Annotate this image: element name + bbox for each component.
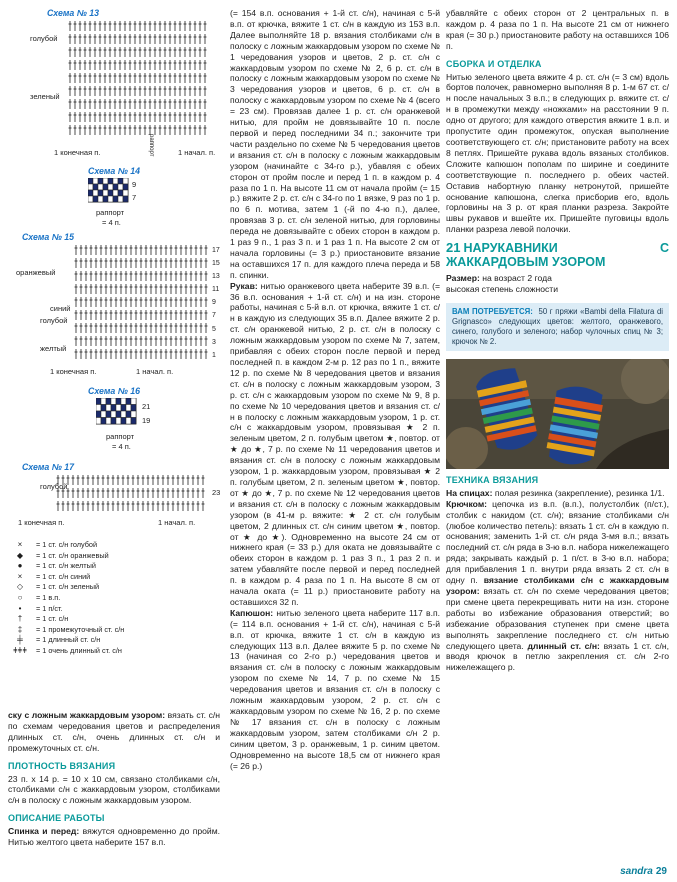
chart-cell bbox=[113, 190, 118, 196]
chart-cell bbox=[106, 405, 111, 412]
chart-cell bbox=[121, 398, 126, 405]
chart-cell bbox=[111, 411, 116, 418]
hood-text: нитью зеленого цвета наберите 117 в.п. (= 114 в.п. основания + 1-й ст. с/н), начиная с 5-й в.п. от крючка, вяжите 1 ст. с/н в каждую из следующих 113 в.п. Далее вяжите 5 р. по схеме № 13 (начиная со 2-го р.) чередования цветов и вязания ст. с/н в полоску с ложным жаккардовым узором по схеме № 14, 7 р. по схеме № 15 чередования цветов и вязания ст. с/н в полоску с ложным жаккардовым узором, 2 р. ст. с/н с жаккардовым узором по схеме № 16, 2 р. по схеме № 17 вязания ст. с/н в полоску с ложным жаккардовым узором, затем столбиками с/н 2 р. синим цветом, 3 р. оранжевым, 1 р. синим цветом. Одновременно на высоте 18,5 см от нижнего края (= 26 р.) bbox=[230, 607, 440, 771]
scheme-rapport: раппорт bbox=[96, 208, 125, 217]
legend-item bbox=[8, 540, 220, 551]
chart-cell bbox=[101, 405, 106, 412]
assembly-text: Нитью зеленого цвета вяжите 4 р. ст. с/н (= 3 см) вдоль бортов полочек, равномерно выполняя 8 р. 1-м 67 ст. с/н после начальных 3 в.п.; в следующих р. вяжите ст. с/н в промежутки между «ножками» на расстоянии 9 п. одно от другого; для каждого отверстия вяжите 1 в.п. и пропустите один промежуток, опуская выполнение соответствующего ст. с/н; пристановите работу на всех 8 петлях. Пришейте рукава вдоль вязаных столбиков. Сложите капюшон пополам по ширине и соедините соответствующие п. последнего р. обеих частей. Оставив набортную планку нетронутой, пришейте основание капюшона, слегка присборив его, вдоль горловины на 3 р. от края планки разреза. Закройте швы рукавов и вшейте их. Пришейте пуговицы вдоль планки разреза левой полочки. bbox=[446, 71, 669, 235]
legend-symbol: • bbox=[18, 603, 22, 613]
scheme-bottom-right: 1 начал. п. bbox=[158, 518, 196, 527]
scheme-16 bbox=[8, 386, 220, 462]
legend-item bbox=[8, 635, 220, 646]
difficulty-line: высокая степень сложности bbox=[446, 284, 559, 295]
chart-cell bbox=[96, 405, 101, 412]
middle-column bbox=[230, 8, 440, 771]
chart-cell bbox=[123, 196, 128, 202]
jacquard-text: вязать ст. с/н по схемам чередования цветов и распределения длинных ст. с/н, очень длинных ст. с/н и промежуточных ст. с/н. bbox=[8, 710, 221, 753]
scheme-bottom-left: 1 конечная п. bbox=[50, 367, 97, 376]
row-number: 7 bbox=[212, 312, 216, 320]
chart-cell bbox=[111, 405, 116, 412]
scheme-rapport: раппорт bbox=[106, 432, 135, 441]
scheme-14 bbox=[8, 166, 220, 232]
needles-label: На спицах: bbox=[446, 487, 493, 498]
legend-item bbox=[8, 551, 220, 562]
chart-cell bbox=[121, 405, 126, 412]
scheme-label-orange: оранжевый bbox=[16, 268, 56, 277]
legend-text: = 1 ст. с/н оранжевый bbox=[36, 550, 109, 560]
row-number: 5 bbox=[212, 325, 216, 333]
needles-text: полая резинка (закрепление), резинка 1/1. bbox=[492, 487, 665, 498]
row-number: 17 bbox=[212, 247, 220, 254]
scheme-rapport-count: = 4 п. bbox=[112, 442, 131, 451]
description-heading: ОПИСАНИЕ РАБОТЫ bbox=[8, 813, 105, 824]
chart-cell bbox=[126, 411, 131, 418]
needles-paragraph bbox=[446, 488, 669, 499]
legend-symbol: × bbox=[17, 540, 23, 549]
scheme-bottom-right: 1 начал. п. bbox=[136, 367, 174, 376]
scheme-15-chart bbox=[8, 243, 220, 375]
legend-item bbox=[8, 561, 220, 572]
chart-cell bbox=[108, 184, 113, 190]
scheme-14-chart bbox=[88, 178, 168, 208]
chart-cell bbox=[116, 411, 121, 418]
scheme-rapport: раппорт bbox=[148, 134, 154, 157]
legend-text: = 1 ст. с/н голубой bbox=[36, 540, 98, 549]
scheme-title: Схема № 15 bbox=[21, 232, 75, 242]
jacquard-technique-label: вязание столбиками с/н с жаккардовым узором: bbox=[446, 575, 669, 596]
chart-cell bbox=[88, 190, 93, 196]
chart-cell bbox=[106, 418, 111, 425]
chart-cell bbox=[118, 184, 123, 190]
legend-symbol: ‡ bbox=[17, 624, 23, 634]
chart-cell bbox=[96, 411, 101, 418]
legend-text: = 1 очень длинный ст. с/н bbox=[36, 645, 122, 655]
legend-item bbox=[8, 614, 220, 625]
chart-cell bbox=[98, 190, 103, 196]
size-label: Размер: bbox=[446, 273, 480, 284]
symbol-legend bbox=[8, 540, 220, 704]
chart-cell bbox=[113, 178, 118, 184]
chart-cell bbox=[108, 190, 113, 196]
body-paragraph: (= 154 в.п. основания + 1-й ст. с/н), начиная с 5-й в.п. от крючка, вяжите 1 ст. с/н в каждую из 153 в.п. Далее выполняйте 18 р. вязания столбиками с/н в полоску с ложным жаккардовым узором по схеме № 1 чередования узоров и цветов, 2 р. ст. с/н с жаккардовым узором по схеме № 2, 6 р. ст. с/н в полоску с ложным жаккардовым узором по схеме № 3 чередования узоров и цветов, 6 р. ст. с/н в полоску с жаккардовым узором по схеме № 4 (всего = 23 см). Провязав далее 1 р. ст. с/н оранжевой нитью, для пройм не довязывайте 10 п. после первой и перед последними 34 п.; закончите три части раздельно по схеме № 5 чередования цветов и вязания ст. с/н в полоску с ложным жаккардовым узором (начинайте с 34-го р.), убавляя с обеих сторон от пройм после и перед 1 п. в каждом р. 4 раза по 1 п. На высоте 11 см от начала пройм (= 15 р.) вяжите 2 р. ст. с/н с 34-го по 1 вязке, 9 раз по 1 р. по 6 п. мотива, затем 1 (-й по 4-ю п.), далее, провязав 3 р. ст. с/н зеленой нитью, для горловины переда не довязывайте с обеих сторон в каждом р. 1 раз 9 п., 1 раз 3 п. и 1 раз 1 п. На высоте 2 см от начала горловины (= 3 р.) приостановите вязание на оставшихся 17 п. для каждого плеча переда и 58 п. спинки. bbox=[230, 8, 441, 280]
chart-cell bbox=[93, 178, 98, 184]
chart-cell bbox=[108, 196, 113, 202]
magazine-brand: sandra bbox=[620, 866, 653, 877]
row-number: 3 bbox=[212, 338, 216, 346]
chart-cell bbox=[96, 398, 101, 405]
chart-cell bbox=[106, 411, 111, 418]
legend-symbol: ● bbox=[17, 561, 23, 571]
row-number: 1 bbox=[212, 351, 216, 359]
chart-cell bbox=[116, 398, 121, 405]
legend-symbol: ◇ bbox=[16, 582, 24, 592]
chart-cell bbox=[123, 190, 128, 196]
legend-text: = 1 ст. с/н желтый bbox=[36, 561, 96, 571]
legend-text: = 1 ст. с/н зеленый bbox=[36, 582, 100, 592]
chart-cell bbox=[118, 196, 123, 202]
row-number: 13 bbox=[212, 273, 220, 281]
size-text: на возраст 2 года bbox=[479, 273, 552, 284]
chart-cell bbox=[98, 184, 103, 190]
back-front-paragraph bbox=[8, 826, 220, 848]
materials-text: 50 г пряжи «Bambi della Filatura di Grignasco» следующих цветов: желтого, оранжевого, синего, голубого и зеленого; набор чулочных спиц № 3; крючок № 2. bbox=[452, 306, 664, 346]
hook-label: Крючком: bbox=[446, 498, 488, 509]
long-stitch-text: вязать 1 ст. с/н, вводя крючок в петлю закрепления ст. с/н 2-го нижележащего р. bbox=[446, 640, 669, 673]
scheme-title: Схема № 17 bbox=[21, 462, 75, 472]
scheme-label-blue: голубой bbox=[40, 316, 68, 325]
chart-cell bbox=[131, 418, 136, 425]
technique-heading: ТЕХНИКА ВЯЗАНИЯ bbox=[446, 474, 539, 485]
legend-item bbox=[8, 593, 220, 604]
chart-cell bbox=[113, 184, 118, 190]
chart-cell bbox=[131, 405, 136, 412]
chart-cell bbox=[98, 178, 103, 184]
chart-cell bbox=[126, 398, 131, 405]
legend-item bbox=[8, 646, 220, 657]
chart-cell bbox=[98, 196, 103, 202]
scheme-label-dark-blue: синий bbox=[50, 304, 71, 313]
chart-cell bbox=[118, 178, 123, 184]
legend-text: = 1 п/ст. bbox=[36, 603, 63, 613]
chart-cell bbox=[101, 418, 106, 425]
mittens-photo bbox=[446, 359, 669, 469]
chart-cell bbox=[93, 190, 98, 196]
chart-cell bbox=[131, 398, 136, 405]
chart-cell bbox=[103, 190, 108, 196]
chart-cell bbox=[121, 411, 126, 418]
scheme-bottom-left: 1 конечная п. bbox=[54, 148, 101, 157]
size-line bbox=[446, 273, 669, 284]
chart-cell bbox=[103, 178, 108, 184]
chart-cell bbox=[126, 405, 131, 412]
chart-cell bbox=[111, 418, 116, 425]
assembly-heading: СБОРКА И ОТДЕЛКА bbox=[446, 58, 542, 69]
legend-item bbox=[8, 582, 220, 593]
row-number: 9 bbox=[132, 180, 137, 189]
density-heading: ПЛОТНОСТЬ ВЯЗАНИЯ bbox=[8, 760, 116, 771]
page-number: 29 bbox=[655, 866, 667, 877]
hook-paragraph bbox=[446, 499, 669, 674]
chart-cell bbox=[88, 196, 93, 202]
density-text: 23 п. х 14 р. = 10 х 10 см, связано столбиками с/н, столбиками с/н с жаккардовым узором, столбиками с/н в полоску с ложным жаккардовым узором. bbox=[8, 773, 220, 806]
scheme-label-yellow: желтый bbox=[40, 344, 67, 353]
scheme-15 bbox=[8, 232, 220, 378]
scheme-title: Схема № 16 bbox=[88, 386, 141, 396]
legend-symbol: ○ bbox=[17, 592, 23, 602]
legend-item bbox=[8, 625, 220, 636]
scheme-label-blue: голубой bbox=[30, 34, 58, 43]
chart-cell bbox=[116, 405, 121, 412]
scheme-bottom-left: 1 конечная п. bbox=[18, 518, 65, 527]
chart-cell bbox=[108, 178, 113, 184]
materials-box bbox=[446, 303, 669, 351]
project-name: НАРУКАВНИКИ С ЖАККАРДОВЫМ УЗОРОМ bbox=[446, 241, 669, 270]
scheme-label-green: зеленый bbox=[30, 92, 60, 101]
legend-symbol: ◆ bbox=[16, 550, 24, 560]
sleeves-text: нитью оранжевого цвета наберите 39 в.п. (= 36 в.п. основания + 1-й ст. с/н) и на изн. стороне работы, начиная с 5-й в.п. от крючка, вяжите 1 ст. с/н в каждую из следующих 35 в.п. Далее вяжите 2 р. ст. с/н оранжевой нитью, 2 р. ст. с/н в полоску с ложным жаккардовым узором по схеме № 7, затем, прибавляя с обеих сторон после первой и перед последней п. в каждом 2-м р. 12 раз по 1 п., вяжите 12 р. по схеме № 8 чередования цветов и вязания ст. с/н в полоску с ложным жаккардовым узором, 3 р. ст. с/н с жаккардовым узором по схеме № 9, 8 р. по схеме № 10 чередования цветов и вязания ст. с/н в полоску с ложным жаккардовым узором, 1 р. ст. с/н с жаккардовым узором, провязывая ★ 2 п. зеленым цветом, 2 п. голубым цветом ★, повтор. от ★ до ★, 7 р. по схеме № 11 чередования цветов и вязания ст. с/н в полоску с ложным жаккардовым узором, 1 р. жаккардовым узором, провязывая ★ 2 п. голубым цветом, 2 п. зеленым цветом ★, повтор. от ★ до ★, 7 р. по схеме № 12 чередования цветов и вязания ст. с/н в полоску с ложным жаккардовым узором (в 41-м р. вяжите: ★ 2 ст. с/н голубым цветом, 2 длинных ст. с/н синим цветом ★, повтор. от ★ до ★). Одновременно на высоте 24 см от нижнего края (= 33 р.) для оката не довязывайте с обеих сторон в каждом р. 1 раз 3 п., 1 раз 2 п. и затем убавляйте после первой и перед последней п. в каждом р. 4 раза по 1 п. На высоте 8 см от начала оката (= 11 р.) приостановите работу на оставшихся 32 п. bbox=[230, 280, 440, 607]
project-title bbox=[446, 241, 669, 269]
legend-item bbox=[8, 572, 220, 583]
chart-cell bbox=[103, 196, 108, 202]
row-number: 15 bbox=[212, 260, 220, 268]
scheme-title: Схема № 14 bbox=[88, 166, 141, 176]
row-number: 21 bbox=[142, 402, 151, 411]
chart-cell bbox=[88, 178, 93, 184]
chart-cell bbox=[126, 418, 131, 425]
chart-cell bbox=[106, 398, 111, 405]
row-number: 19 bbox=[142, 416, 151, 425]
back-front-label: Спинка и перед: bbox=[8, 826, 80, 837]
materials-label: ВАМ ПОТРЕБУЕТСЯ: bbox=[452, 306, 533, 316]
chart-cell bbox=[118, 190, 123, 196]
scheme-row-numbers bbox=[212, 244, 220, 362]
legend-symbol: ǂǂǂ bbox=[12, 645, 27, 655]
chart-cell bbox=[131, 411, 136, 418]
row-number: 9 bbox=[212, 299, 216, 307]
chart-cell bbox=[113, 196, 118, 202]
chart-cell bbox=[88, 184, 93, 190]
legend-symbol: × bbox=[17, 571, 23, 581]
scheme-16-chart bbox=[96, 398, 176, 430]
row-number: 11 bbox=[212, 286, 220, 294]
scheme-17-chart bbox=[8, 473, 220, 517]
chart-cell bbox=[111, 398, 116, 405]
sleeves-label: Рукав: bbox=[230, 280, 258, 291]
legend-symbol: ╪ bbox=[17, 635, 23, 645]
jacquard-label: ску с ложным жаккардовым узором: bbox=[8, 710, 166, 720]
legend-text: = 1 в.п. bbox=[36, 592, 61, 602]
row-number: 7 bbox=[132, 193, 137, 202]
hood-paragraph bbox=[230, 608, 440, 772]
chart-cell bbox=[123, 184, 128, 190]
right-column bbox=[446, 8, 669, 673]
scheme-label-blue: голубой bbox=[40, 482, 68, 491]
sleeves-paragraph bbox=[230, 281, 440, 608]
project-number: 21 bbox=[446, 240, 461, 256]
hook-text: цепочка из в.п. (в.п.), полустолбик (п/ст.), столбик с накидом (ст. с/н); вязание столбиками с/н (любое количество петель): вязать 1 ст. с/н в каждую п. основания; заменить 1-й ст. с/н ряда 3-мя в.п.; вязать последний ст. с/н ряда в 3-ю в.п. набора нижележащего ряда; закрывать каждый р. 1 п/ст. в 3-ю в.п. набора; для прибавления 1 п. внутри ряда вязать 2 ст. с/н в одну п. bbox=[446, 498, 669, 586]
scheme-13 bbox=[8, 8, 220, 156]
chart-cell bbox=[101, 411, 106, 418]
chart-cell bbox=[121, 418, 126, 425]
scheme-title: Схема № 13 bbox=[46, 8, 100, 18]
scheme-bottom-right: 1 начал. п. bbox=[178, 148, 216, 157]
legend-text: = 1 ст. с/н синий bbox=[36, 571, 91, 581]
body-paragraph: убавляйте с обеих сторон от 2 центральных п. в каждом р. 4 раза по 1 п. На высоте 21 см от нижнего края (= 30 р.) приостановите работу на оставшихся 106 п. bbox=[446, 8, 669, 51]
left-column bbox=[8, 8, 220, 848]
hood-label: Капюшон: bbox=[230, 607, 274, 618]
legend-text: = 1 промежуточный ст. с/н bbox=[36, 624, 125, 634]
jacquard-paragraph bbox=[8, 710, 220, 754]
jacquard-technique-text: вязать ст. с/н по схеме чередования цветов; при смене цвета перекрещивать нити на изн. стороне работы во избежание образования отверстий; во избежание образования ступенек при смене цвета выполнять закрепление последнего ст. с/н нитью следующего цвета. bbox=[446, 586, 669, 651]
chart-cell bbox=[123, 178, 128, 184]
legend-text: = 1 длинный ст. с/н bbox=[36, 635, 101, 645]
legend-item bbox=[8, 604, 220, 615]
chart-cell bbox=[101, 398, 106, 405]
chart-cell bbox=[96, 418, 101, 425]
chart-cell bbox=[103, 184, 108, 190]
chart-cell bbox=[116, 418, 121, 425]
back-front-text: вяжутся одновременно до пройм. Нитью желтого цвета наберите 157 в.п. bbox=[8, 826, 221, 848]
long-stitch-label: длинный ст. с/н: bbox=[527, 640, 600, 651]
scheme-rapport-count: = 4 п. bbox=[102, 218, 121, 227]
legend-symbol: † bbox=[17, 614, 23, 624]
scheme-17 bbox=[8, 462, 220, 530]
row-number: 23 bbox=[212, 488, 221, 497]
chart-cell bbox=[93, 184, 98, 190]
mittens-illustration bbox=[446, 359, 669, 469]
chart-cell bbox=[93, 196, 98, 202]
legend-text: = 1 ст. с/н bbox=[36, 614, 69, 624]
page-footer bbox=[620, 866, 667, 877]
